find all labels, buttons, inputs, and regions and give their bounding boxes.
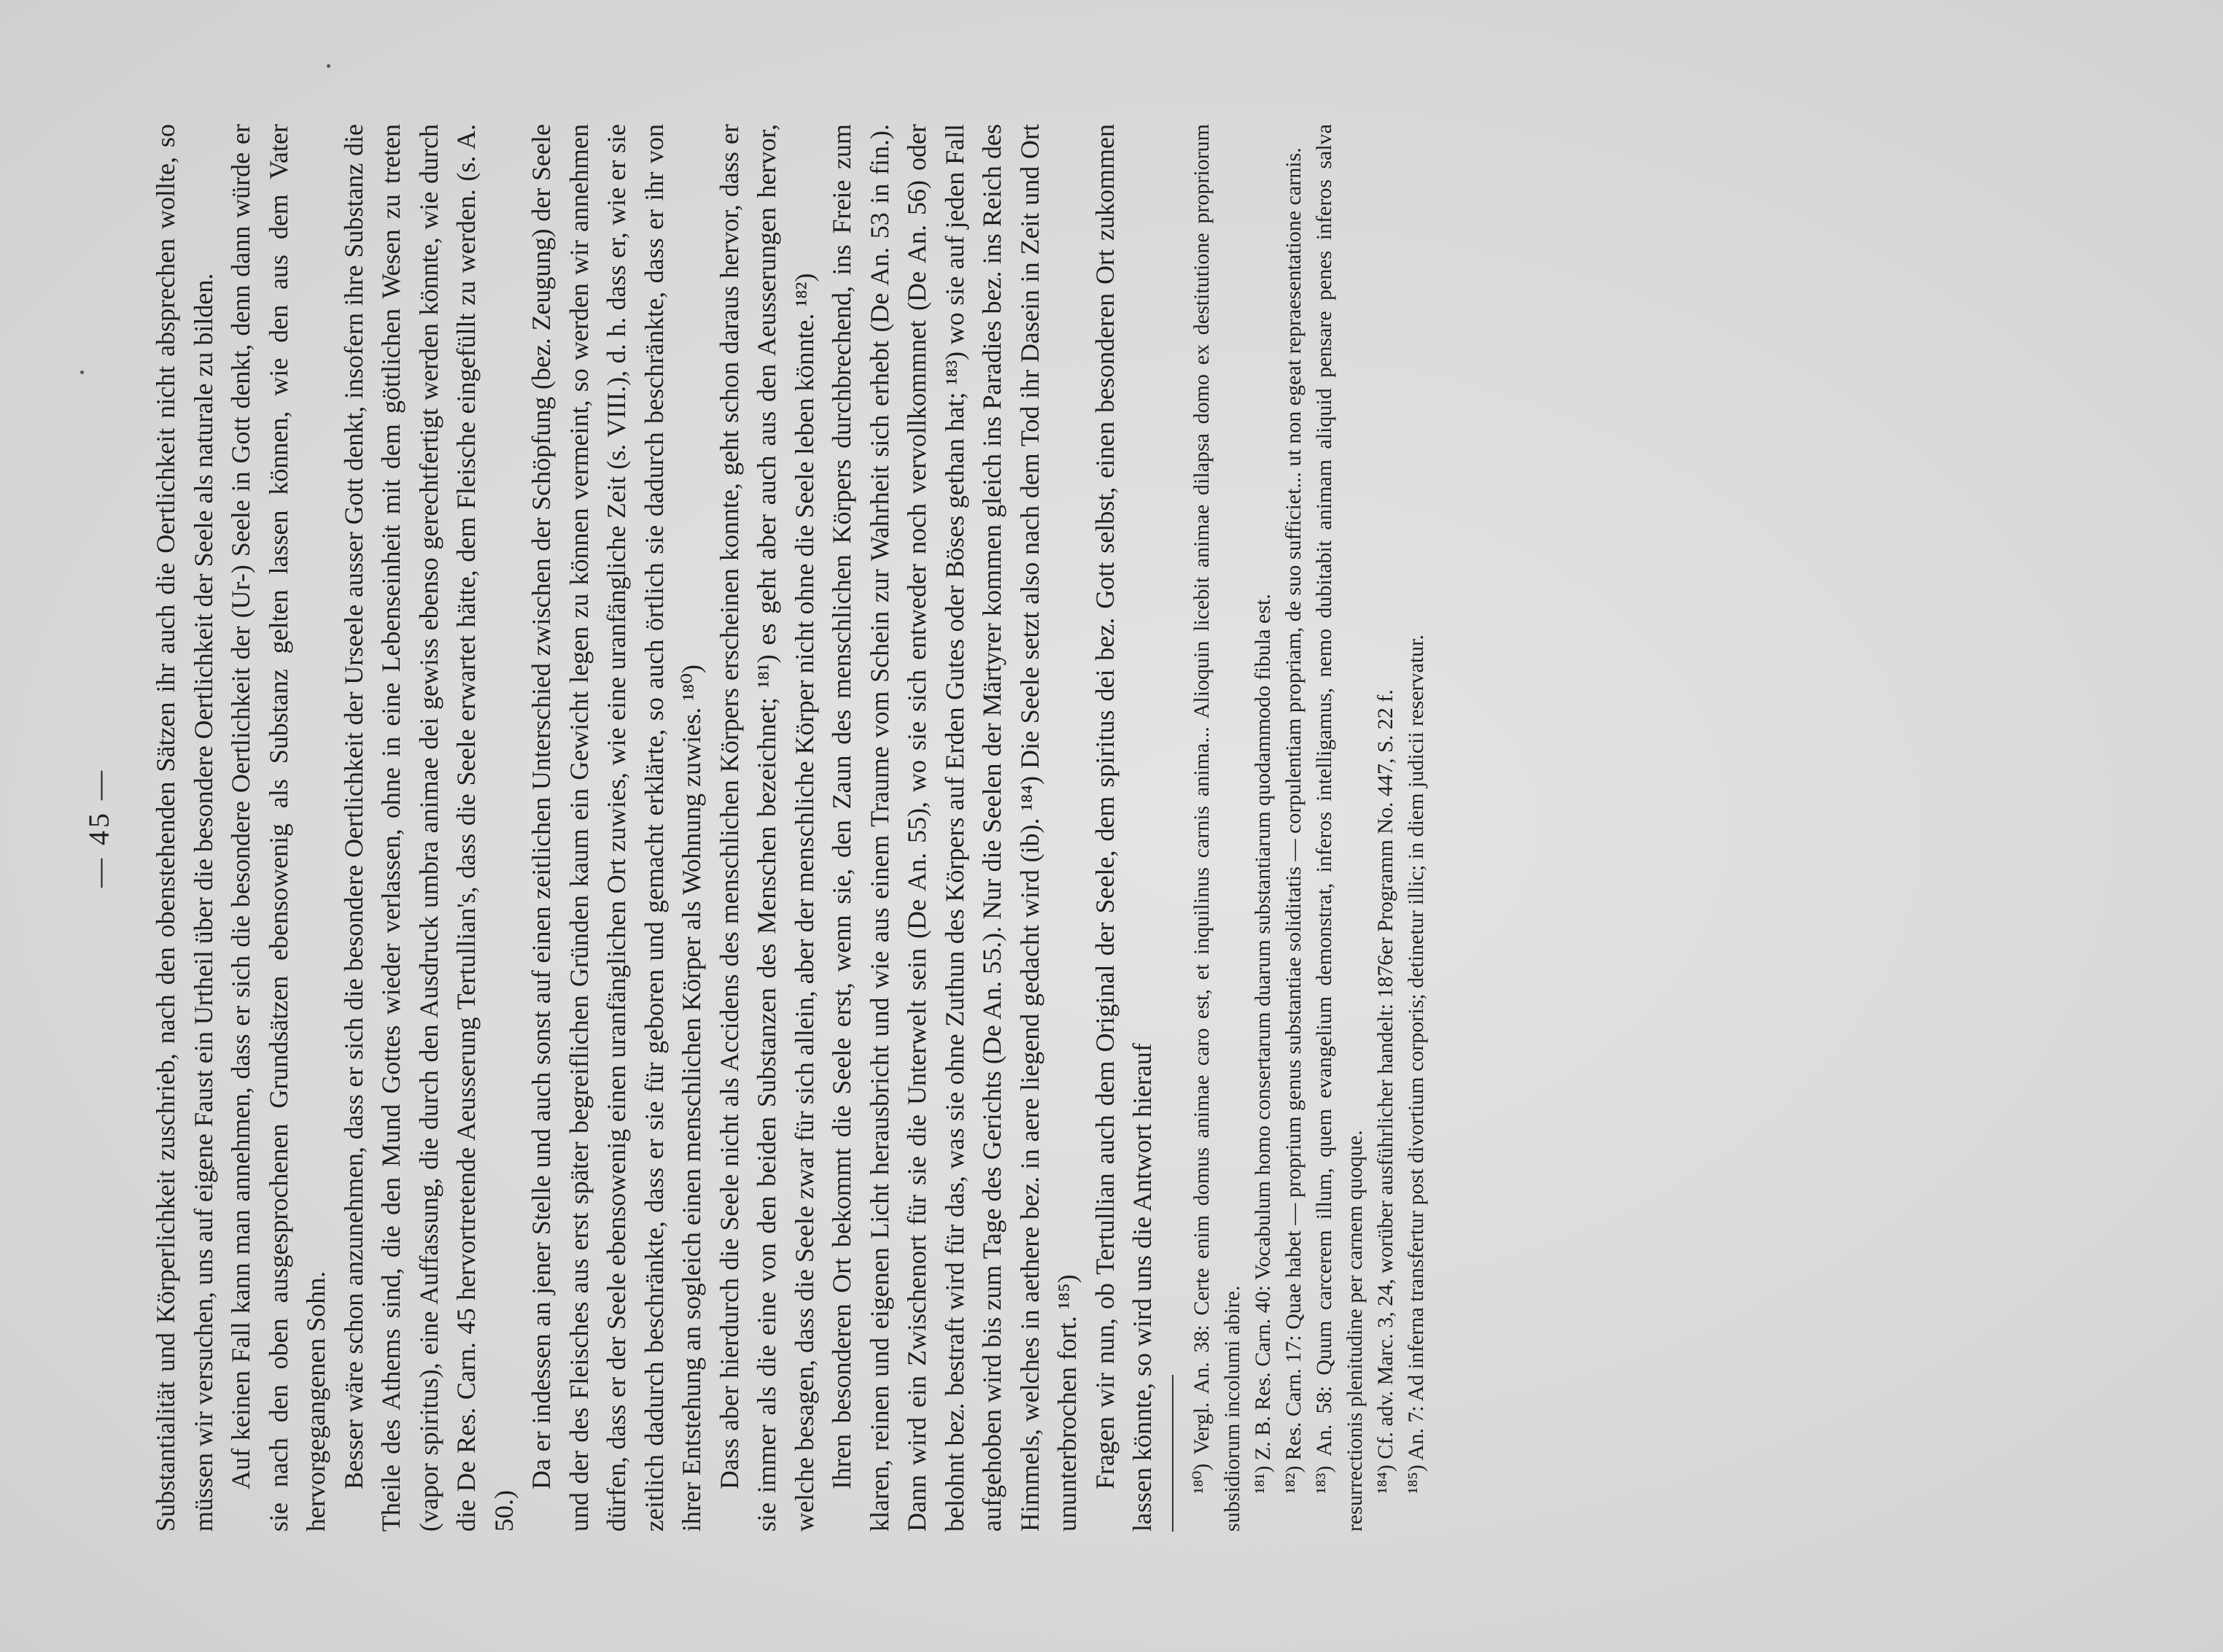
- body-text: [147, 124, 1162, 1532]
- footnote: ¹⁸¹) Z. B. Res. Carn. 40: Vocabulum homo consertarum duarum substantiarum quodammodo fibula est.: [1250, 594, 1275, 1494]
- paragraph: Ihren besonderen Ort bekommt die Seele erst, wenn sie, den Zaun des menschlichen Körpers durchbrechend, ins Freie zum klaren, reinen und eigenen Licht herausbricht und wie aus einem Traume vom Schein zur Wahrheit sich erhebt (De An. 53 in fin.). Dann wird ein Zwischenort für sie die Unterwelt sein (De An. 55), wo sie sich entweder noch vervollkommnet (De An. 56) oder belohnt bez. bestraft wird für das, was sie ohne Zuthun des Körpers auf Erden Gutes oder Böses gethan hat; ¹⁸³) wo sie auf jeden Fall aufgehoben wird bis zum Tage des Gerichts (De An. 55.). Nur die Seelen der Märtyrer kommen gleich ins Paradies bez. ins Reich des Himmels, welches in aethere bez. in aere liegend gedacht wird (ib). ¹⁸⁴) Die Seele setzt also nach dem Tod ihr Dasein in Zeit und Ort ununterbrochen fort. ¹⁸⁵): [827, 124, 1082, 1532]
- footnote: ¹⁸⁰) Vergl. An. 38: Certe enim domus animae caro est, et inquilinus carnis anima... Alioquin licebit animae dilapsa domo ex destitutione propriorum subsidiorum incolumi abire.: [1189, 124, 1244, 1532]
- paragraph: Fragen wir nun, ob Tertullian auch dem Original der Seele, dem spiritus dei bez. Gott selbst, einen besonderen Ort zukommen lassen könnte, so wird uns die Antwort hierauf: [1090, 124, 1157, 1532]
- page-number: — 45 —: [82, 768, 115, 888]
- footnote: ¹⁸⁴) Cf. adv. Marc. 3, 24, worüber ausführlicher handelt: 1876er Programm No. 447, S. 22 f.: [1373, 689, 1397, 1494]
- footnote: ¹⁸⁵) An. 7: Ad inferna transfertur post divortium corporis; detinetur illic; in diem judicii reservatur.: [1403, 635, 1428, 1494]
- footnote-separator: [1172, 1375, 1173, 1532]
- footnote: ¹⁸³) An. 58: Quum carcerem illum, quem evangelium demonstrat, inferos intelligamus, nemo dubitabit animam aliquid pensare penes inferos salva resurrectionis plenitudine per carnem quoque.: [1311, 124, 1367, 1532]
- footnote: ¹⁸²) Res. Carn. 17: Quae habet — proprium genus substantiae soliditatis — corpulentiam propriam, de suo sufficiet... ut non egeat repraesentatione carnis.: [1281, 147, 1306, 1494]
- paragraph: Substantialität und Körperlichkeit zuschrieb, nach den obenstehenden Sätzen ihr auch die Oertlichkeit nicht absprechen wollte, so müssen wir versuchen, uns auf eigene Faust ein Urtheil über die besondere Oertlichkeit der Seele als naturale zu bilden.: [151, 124, 218, 1532]
- paragraph: Besser wäre schon anzunehmen, dass er sich die besondere Oertlichkeit der Urseele ausser Gott denkt, insofern ihre Substanz die Theile des Athems sind, die den Mund Gottes wieder verlassen, ohne in eine Lebenseinheit mit dem göttlichen Wesen zu treten (vapor spiritus), eine Auffassung, die durch den Ausdruck umbra animae dei gewiss ebenso gerechtfertigt werden könnte, wie durch die De Res. Carn. 45 hervortretende Aeusserung Tertullian's, dass die Seele erwartet hätte, dem Fleische eingefüllt zu werden. (s. A. 50.): [338, 124, 519, 1532]
- paragraph: Dass aber hierdurch die Seele nicht als Accidens des menschlichen Körpers erscheinen konnte, geht schon daraus hervor, dass er sie immer als die eine von den beiden Substanzen des Menschen bezeichnet; ¹⁸¹) es geht aber auch aus den Aeusserungen hervor, welche besagen, dass die Seele zwar für sich allein, aber der menschliche Körper nicht ohne die Seele leben könnte. ¹⁸²): [714, 124, 819, 1532]
- paragraph: Da er indessen an jener Stelle und auch sonst auf einen zeitlichen Unterschied zwischen der Schöpfung (bez. Zeugung) der Seele und der des Fleisches aus erst später begreiflichen Gründen kaum ein Gewicht legen zu können vermeint, so werden wir annehmen dürfen, dass er der Seele ebensowenig einen uranfänglichen Ort zuwies, wie eine uranfängliche Zeit (s. VIII.), d. h. dass er, wie er sie zeitlich dadurch beschränkte, dass er sie für geboren und gemacht erklärte, so auch örtlich sie dadurch beschränkte, dass er ihr von ihrer Entstehung an sogleich einen menschlichen Körper als Wohnung zuwies. ¹⁸⁰): [527, 124, 706, 1532]
- paragraph: Auf keinen Fall kann man annehmen, dass er sich die besondere Oertlichkeit der (Ur-) Seele in Gott denkt, denn dann würde er sie nach den oben ausgesprochenen Grundsätzen ebensowenig als Substanz gelten lassen können, wie den aus dem Vater hervorgegangenen Sohn.: [226, 124, 330, 1532]
- footnotes: [1187, 124, 1432, 1532]
